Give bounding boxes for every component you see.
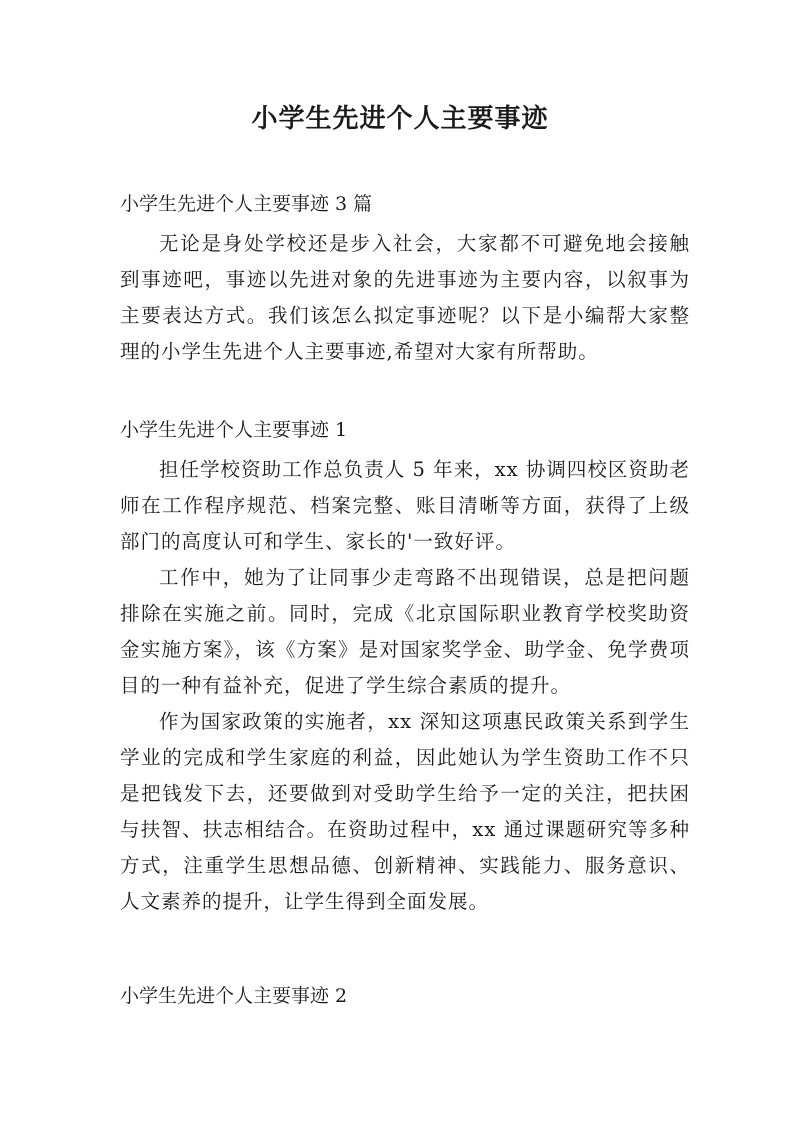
section1-heading: 小学生先进个人主要事迹 1 bbox=[120, 419, 348, 441]
section1-paragraph-2: 工作中，她为了让同事少走弯路不出现错误，总是把问题排除在实施之前。同时，完成《北京国际职业教育学校奖助资金实施方案》，该《方案》是对国家奖学金、助学金、免学费项目的一种有益补充，促进了学生综合素质的提升。 bbox=[120, 566, 690, 697]
section2-heading: 小学生先进个人主要事迹 2 bbox=[120, 985, 348, 1007]
document-title: 小学生先进个人主要事迹 bbox=[251, 104, 549, 134]
section1-paragraph-1: 担任学校资助工作总负责人 5 年来，xx 协调四校区资助老师在工作程序规范、档案完整、账目清晰等方面，获得了上级部门的高度认可和学生、家长的'一致好评。 bbox=[120, 458, 690, 553]
intro-block bbox=[120, 226, 690, 370]
section1-paragraph-3: 作为国家政策的实施者，xx 深知这项惠民政策关系到学生学业的完成和学生家庭的利益，因此她认为学生资助工作不只是把钱发下去，还要做到对受助学生给予一定的关注，把扶困与扶智、扶志相结合。在资助过程中，xx 通过课题研究等多种方式，注重学生思想品德、创新精神、实践能力、服务意识、人文素养的提升，让学生得到全面发展。 bbox=[120, 710, 690, 913]
intro-paragraph: 无论是身处学校还是步入社会，大家都不可避免地会接触到事迹吧，事迹以先进对象的先进事迹为主要内容，以叙事为主要表达方式。我们该怎么拟定事迹呢？以下是小编帮大家整理的小学生先进个人主要事迹,希望对大家有所帮助。 bbox=[120, 232, 690, 363]
section1-body bbox=[120, 452, 690, 920]
intro-heading: 小学生先进个人主要事迹 3 篇 bbox=[120, 193, 373, 215]
